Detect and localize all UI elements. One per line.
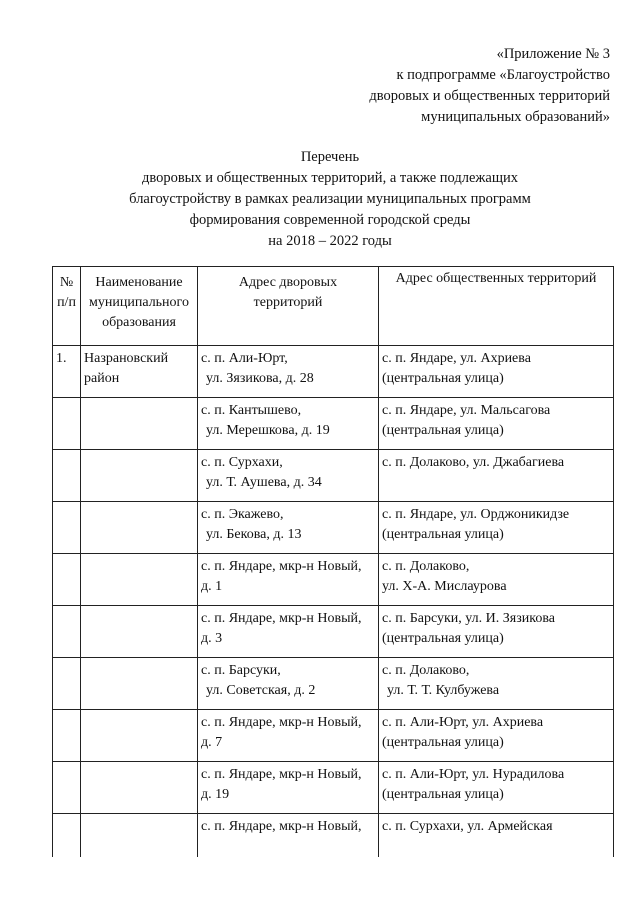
yard-address: с. п. Яндаре, мкр-н Новый, д. 7 — [198, 710, 379, 762]
public-address: с. п. Яндаре, ул. Мальсагова (центральная улица) — [379, 398, 614, 450]
table-row — [53, 762, 614, 814]
title-line: формирования современной городской среды — [189, 212, 471, 228]
document-title — [40, 147, 620, 252]
yard-address: с. п. Сурхахи, ул. Т. Аушева, д. 34 — [198, 450, 379, 502]
appendix-line: к подпрограмме «Благоустройство — [396, 67, 610, 83]
yard-address: с. п. Яндаре, мкр-н Новый, д. 19 — [198, 762, 379, 814]
title-line: на 2018 – 2022 годы — [268, 233, 392, 249]
title-line: благоустройству в рамках реализации муниципальных программ — [129, 191, 531, 207]
table-row — [53, 346, 614, 398]
row-number: 1. — [53, 346, 81, 398]
yard-address: с. п. Али-Юрт, ул. Зязикова, д. 28 — [198, 346, 379, 398]
yard-address: с. п. Яндаре, мкр-н Новый, д. 1 — [198, 554, 379, 606]
public-address: с. п. Долаково, ул. Х-А. Мислаурова — [379, 554, 614, 606]
public-address: с. п. Сурхахи, ул. Армейская — [379, 814, 614, 858]
public-address: с. п. Али-Юрт, ул. Нурадилова (центральная улица) — [379, 762, 614, 814]
header-number: № п/п — [53, 267, 81, 346]
yard-address: с. п. Барсуки, ул. Советская, д. 2 — [198, 658, 379, 710]
table-row — [53, 814, 614, 858]
appendix-line: «Приложение № 3 — [496, 46, 610, 62]
header-municipality: Наименование муниципального образования — [81, 267, 198, 346]
municipality-name: Назрановский район — [81, 346, 198, 398]
table-row — [53, 710, 614, 762]
title-line: дворовых и общественных территорий, а также подлежащих — [141, 170, 519, 186]
header-public-address: Адрес общественных территорий — [379, 267, 614, 346]
appendix-line: муниципальных образований» — [421, 109, 610, 125]
table-row — [53, 554, 614, 606]
yard-address: с. п. Яндаре, мкр-н Новый, д. 3 — [198, 606, 379, 658]
table-row — [53, 502, 614, 554]
territories-table — [52, 266, 614, 857]
table-header-row — [53, 267, 614, 346]
table-row — [53, 450, 614, 502]
public-address: с. п. Али-Юрт, ул. Ахриева (центральная улица) — [379, 710, 614, 762]
appendix-line: дворовых и общественных территорий — [369, 88, 610, 104]
title-line: Перечень — [300, 149, 360, 165]
table-row — [53, 398, 614, 450]
public-address: с. п. Яндаре, ул. Орджоникидзе (центральная улица) — [379, 502, 614, 554]
public-address: с. п. Барсуки, ул. И. Зязикова (центральная улица) — [379, 606, 614, 658]
public-address: с. п. Яндаре, ул. Ахриева (центральная улица) — [379, 346, 614, 398]
yard-address: с. п. Яндаре, мкр-н Новый, — [198, 814, 379, 858]
table-row — [53, 606, 614, 658]
appendix-note — [369, 44, 610, 128]
public-address: с. п. Долаково, ул. Джабагиева — [379, 450, 614, 502]
yard-address: с. п. Экажево, ул. Бекова, д. 13 — [198, 502, 379, 554]
public-address: с. п. Долаково, ул. Т. Т. Кулбужева — [379, 658, 614, 710]
yard-address: с. п. Кантышево, ул. Мерешкова, д. 19 — [198, 398, 379, 450]
table-row — [53, 658, 614, 710]
header-yard-address: Адрес дворовых территорий — [198, 267, 379, 346]
